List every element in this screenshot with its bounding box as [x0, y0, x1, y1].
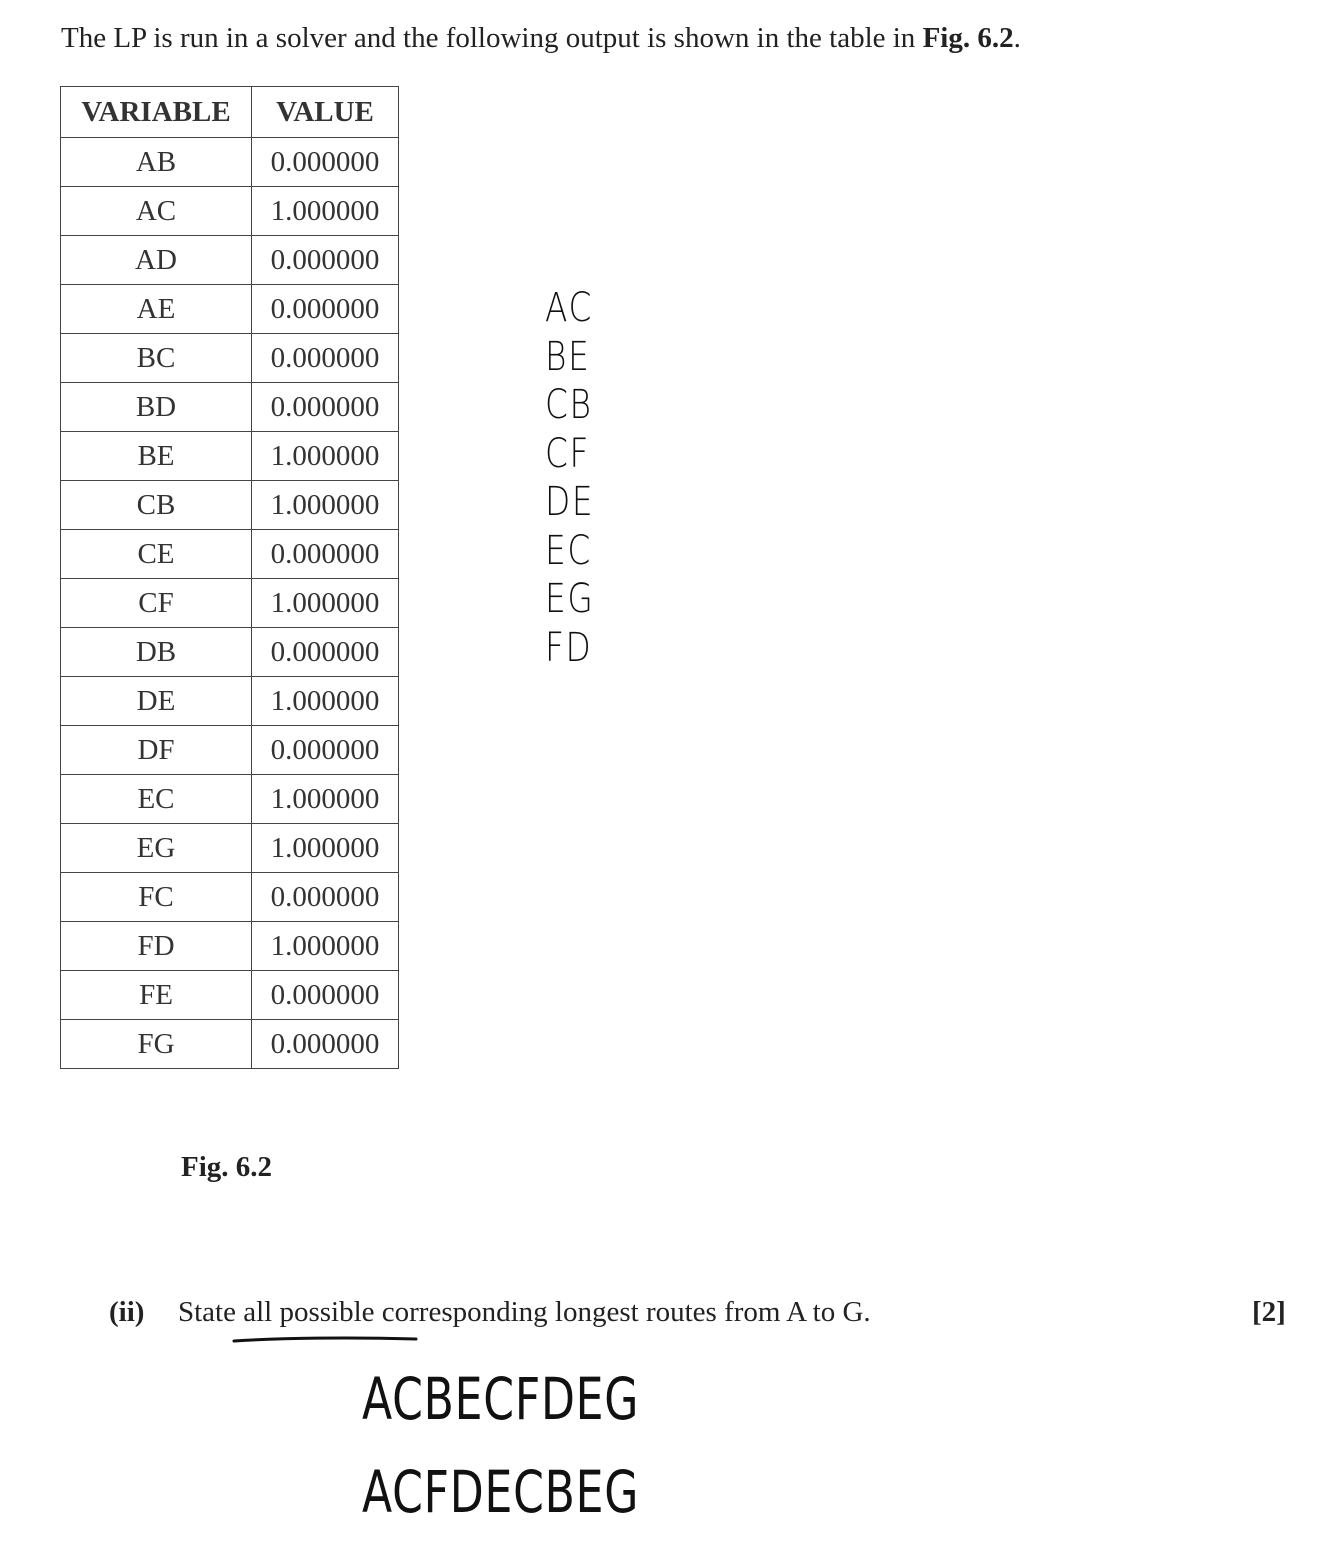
handwritten-edge: BE	[545, 333, 591, 380]
table-row	[61, 187, 399, 236]
value-cell: 1.000000	[252, 922, 399, 971]
table-header-row	[61, 87, 399, 138]
variable-cell: AB	[61, 138, 252, 187]
handwritten-edge: EC	[545, 527, 592, 574]
table-row	[61, 726, 399, 775]
handwritten-edge: DE	[545, 479, 595, 525]
header-value: VALUE	[252, 87, 399, 138]
variable-cell: AC	[61, 187, 252, 236]
value-cell: 1.000000	[252, 677, 399, 726]
variable-cell: BD	[61, 383, 252, 432]
value-cell: 0.000000	[252, 971, 399, 1020]
lp-output-table	[60, 86, 399, 1069]
variable-cell: CE	[61, 530, 252, 579]
variable-cell: DB	[61, 628, 252, 677]
value-cell: 1.000000	[252, 579, 399, 628]
value-cell: 0.000000	[252, 285, 399, 334]
value-cell: 1.000000	[252, 481, 399, 530]
header-variable: VARIABLE	[61, 87, 252, 138]
variable-cell: FG	[61, 1020, 252, 1069]
intro-fig-ref: Fig. 6.2	[922, 22, 1014, 54]
intro-sentence	[61, 22, 1021, 55]
value-cell: 0.000000	[252, 1020, 399, 1069]
table-row	[61, 579, 399, 628]
variable-cell: CF	[61, 579, 252, 628]
variable-cell: FE	[61, 971, 252, 1020]
handwritten-edge: AC	[545, 285, 594, 331]
table-body	[61, 138, 399, 1069]
question-text: State all possible corresponding longest routes from A to G.	[178, 1296, 871, 1328]
variable-cell: EG	[61, 824, 252, 873]
table-row	[61, 824, 399, 873]
variable-cell: FC	[61, 873, 252, 922]
table-row	[61, 138, 399, 187]
value-cell: 0.000000	[252, 628, 399, 677]
variable-cell: DF	[61, 726, 252, 775]
intro-period: .	[1013, 22, 1021, 54]
value-cell: 0.000000	[252, 726, 399, 775]
handwritten-edge: CF	[545, 430, 591, 477]
variable-cell: DE	[61, 677, 252, 726]
table-row	[61, 922, 399, 971]
table-row	[61, 334, 399, 383]
handwritten-edge: CB	[545, 382, 593, 428]
table-row	[61, 530, 399, 579]
value-cell: 0.000000	[252, 383, 399, 432]
value-cell: 0.000000	[252, 873, 399, 922]
question-marks: [2]	[1252, 1296, 1286, 1328]
table-row	[61, 285, 399, 334]
variable-cell: BE	[61, 432, 252, 481]
value-cell: 1.000000	[252, 824, 399, 873]
value-cell: 0.000000	[252, 334, 399, 383]
handwritten-edge-list	[545, 284, 594, 672]
table-row	[61, 432, 399, 481]
handwritten-route-2: ACFDECBEG	[362, 1458, 640, 1526]
table-row	[61, 873, 399, 922]
question-number: (ii)	[109, 1296, 145, 1328]
table-row	[61, 1020, 399, 1069]
value-cell: 0.000000	[252, 236, 399, 285]
variable-cell: EC	[61, 775, 252, 824]
value-cell: 1.000000	[252, 775, 399, 824]
table-row	[61, 481, 399, 530]
intro-text: The LP is run in a solver and the following output is shown in the table in	[61, 22, 923, 54]
table-row	[61, 236, 399, 285]
variable-cell: BC	[61, 334, 252, 383]
table-row	[61, 775, 399, 824]
value-cell: 1.000000	[252, 432, 399, 481]
table-row	[61, 628, 399, 677]
table-row	[61, 677, 399, 726]
variable-cell: FD	[61, 922, 252, 971]
variable-cell: AE	[61, 285, 252, 334]
handwritten-underline	[230, 1330, 430, 1350]
figure-caption: Fig. 6.2	[181, 1151, 273, 1183]
handwritten-route-1: ACBECFDEG	[362, 1365, 640, 1433]
variable-cell: CB	[61, 481, 252, 530]
table-row	[61, 971, 399, 1020]
table-row	[61, 383, 399, 432]
value-cell: 1.000000	[252, 187, 399, 236]
variable-cell: AD	[61, 236, 252, 285]
handwritten-edge: EG	[545, 576, 595, 622]
handwritten-edge: FD	[545, 624, 593, 671]
value-cell: 0.000000	[252, 530, 399, 579]
value-cell: 0.000000	[252, 138, 399, 187]
